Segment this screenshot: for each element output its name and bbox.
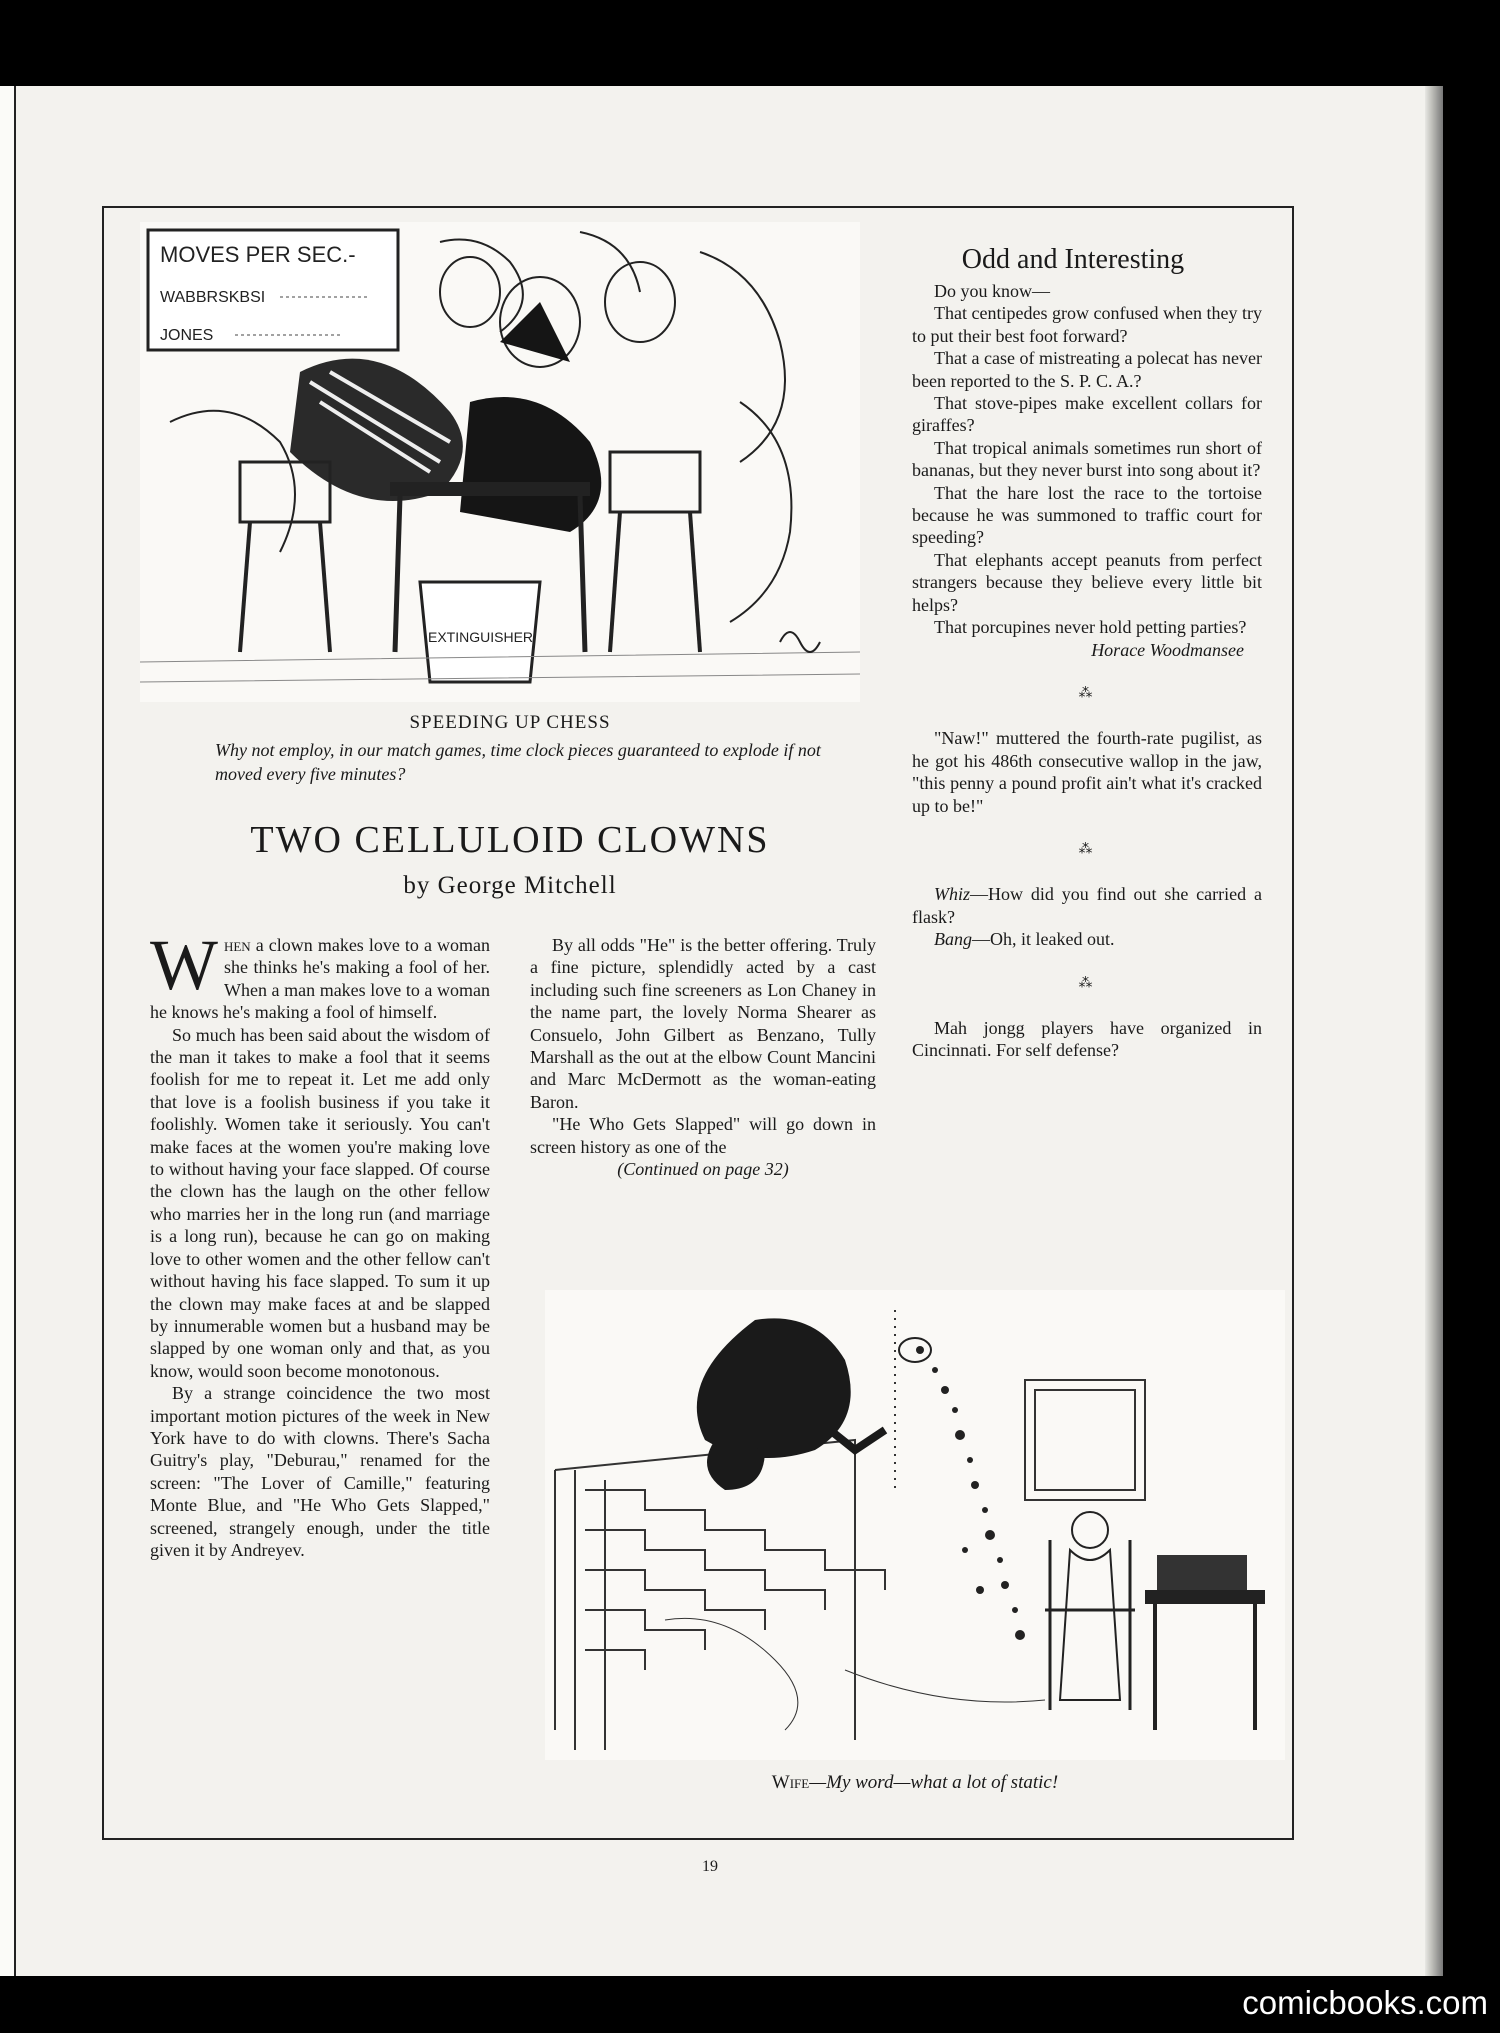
sidebar-item-1: That centipedes grow confused when they try to put their best foot forward? — [912, 303, 1262, 346]
static-cartoon-caption — [540, 1772, 1290, 1794]
paragraph-1-text: a clown makes love to a woman she thinks he's making a fool of her. When a man makes love to a woman he knows he's making a fool of himself. — [150, 935, 490, 1023]
sidebar-item-2: That a case of mistreating a polecat has never been reported to the S. P. C. A.? — [912, 348, 1262, 391]
article-paragraph-2: So much has been said about the wisdom of the man it takes to make a fool that it seems foolish for me to repeat it. Let me add only that love is a foolish business if you take it foolishly. Women take it seriously. You can't make faces at the women you're making love to without having your face slapped. Of course the clown has the laugh on the other fellow who marries her in the long run (and marriage is a long run), because he can go on making love to other women and the other fellow can't without having his face slapped. To sum it up the clown may make faces at and be slapped by innumerable women but a husband may be slapped by one woman only and that, as you know, would soon become monotonous. — [150, 1024, 490, 1381]
sidebar-title: Odd and Interesting — [961, 244, 1185, 275]
ornament-1: ⁂ — [1078, 685, 1096, 701]
site-watermark: comicbooks.com — [1242, 1984, 1488, 2021]
extinguisher-label: EXTINGUISHER — [428, 629, 534, 645]
joke-flask-answer: —Oh, it leaked out. — [972, 929, 1115, 950]
joke-flask-question: —How did you find out she carried a flask? — [912, 884, 1262, 927]
ornament-2: ⁂ — [1078, 841, 1096, 857]
page-number: 19 — [702, 1858, 718, 1875]
sign-player1: WABBRSKBSI — [160, 289, 266, 306]
lead-smallcaps: hen — [223, 935, 251, 955]
article-headline: TWO CELLULOID CLOWNS — [250, 819, 770, 861]
speaker-whiz: Whiz — [934, 884, 970, 905]
article-column-1 — [150, 925, 490, 1561]
caption-speaker-wife: Wife — [771, 1772, 810, 1793]
sidebar-item-5: That the hare lost the race to the tortoise because he was summoned to traffic court for speeding? — [912, 482, 1262, 548]
right-page-edge — [1425, 86, 1443, 1976]
sidebar-item-4: That tropical animals sometimes run short of bananas, but they never burst into song about it? — [912, 437, 1262, 481]
article-column-2 — [530, 934, 876, 1180]
static-cartoon-illustration — [545, 1290, 1285, 1760]
article-byline: by George Mitchell — [403, 872, 617, 899]
joke-flask-line-2 — [912, 928, 1262, 950]
caption-static-text: —My word—what a lot of static! — [809, 1772, 1059, 1793]
sidebar-item-6: That elephants accept peanuts from perfect strangers because they believe every little bit helps? — [912, 549, 1262, 615]
left-page-edge — [0, 86, 16, 1976]
sidebar-item-7: That porcupines never hold petting parties? — [934, 617, 1247, 638]
chess-cartoon-title: SPEEDING UP CHESS — [409, 712, 611, 733]
article-paragraph-1 — [150, 925, 490, 1024]
article-paragraph-5: "He Who Gets Slapped" will go down in screen history as one of the — [530, 1114, 876, 1157]
chess-cartoon-drawing — [140, 222, 860, 702]
sidebar-intro: Do you know— — [934, 281, 1050, 301]
joke-mah-jongg: Mah jongg players have organized in Cincinnati. For self defense? — [912, 1017, 1262, 1061]
drop-cap: W — [150, 925, 218, 1005]
chess-cartoon-caption: Why not employ, in our match games, time clock pieces guaranteed to explode if not moved every five minutes? — [215, 740, 821, 784]
sidebar-signature: Horace Woodmansee — [1091, 639, 1244, 660]
article-paragraph-3: By a strange coincidence the two most important motion pictures of the week in New York have to do with clowns. There's Sacha Guitry's play, "Deburau," renamed for the screen: "The Lover of Camille," featuring Monte Blue, and "He Who Gets Slapped," screened, strangely enough, under the title given it by Andreyev. — [150, 1383, 490, 1560]
article-paragraph-4: By all odds "He" is the better offering. Truly a fine picture, splendidly acted by a cast including such fine screeners as Lon Chaney in the name part, the lovely Norma Shearer as Consuelo, John Gilbert as Benzano, Tully Marshall as the out at the elbow Count Mancini and Marc McDermott as the woman-eating Baron. — [530, 935, 876, 1112]
speaker-bang: Bang — [934, 929, 972, 950]
static-cartoon-drawing — [545, 1290, 1285, 1760]
joke-pugilist: "Naw!" muttered the fourth-rate pugilist, as he got his 486th consecutive wallop in the jaw, "this penny a pound profit ain't what it's cracked up to be!" — [912, 728, 1262, 816]
ornament-3: ⁂ — [1078, 975, 1096, 991]
continued-notice: (Continued on page 32) — [617, 1159, 789, 1180]
sign-moves-per-sec: MOVES PER SEC.- — [160, 242, 356, 267]
sidebar-item-3: That stove-pipes make excellent collars for giraffes? — [912, 393, 1262, 436]
sidebar-column — [912, 280, 1262, 1062]
sign-player2: JONES — [160, 327, 214, 344]
chess-cartoon-illustration — [140, 222, 860, 702]
joke-flask-line-1 — [912, 883, 1262, 928]
